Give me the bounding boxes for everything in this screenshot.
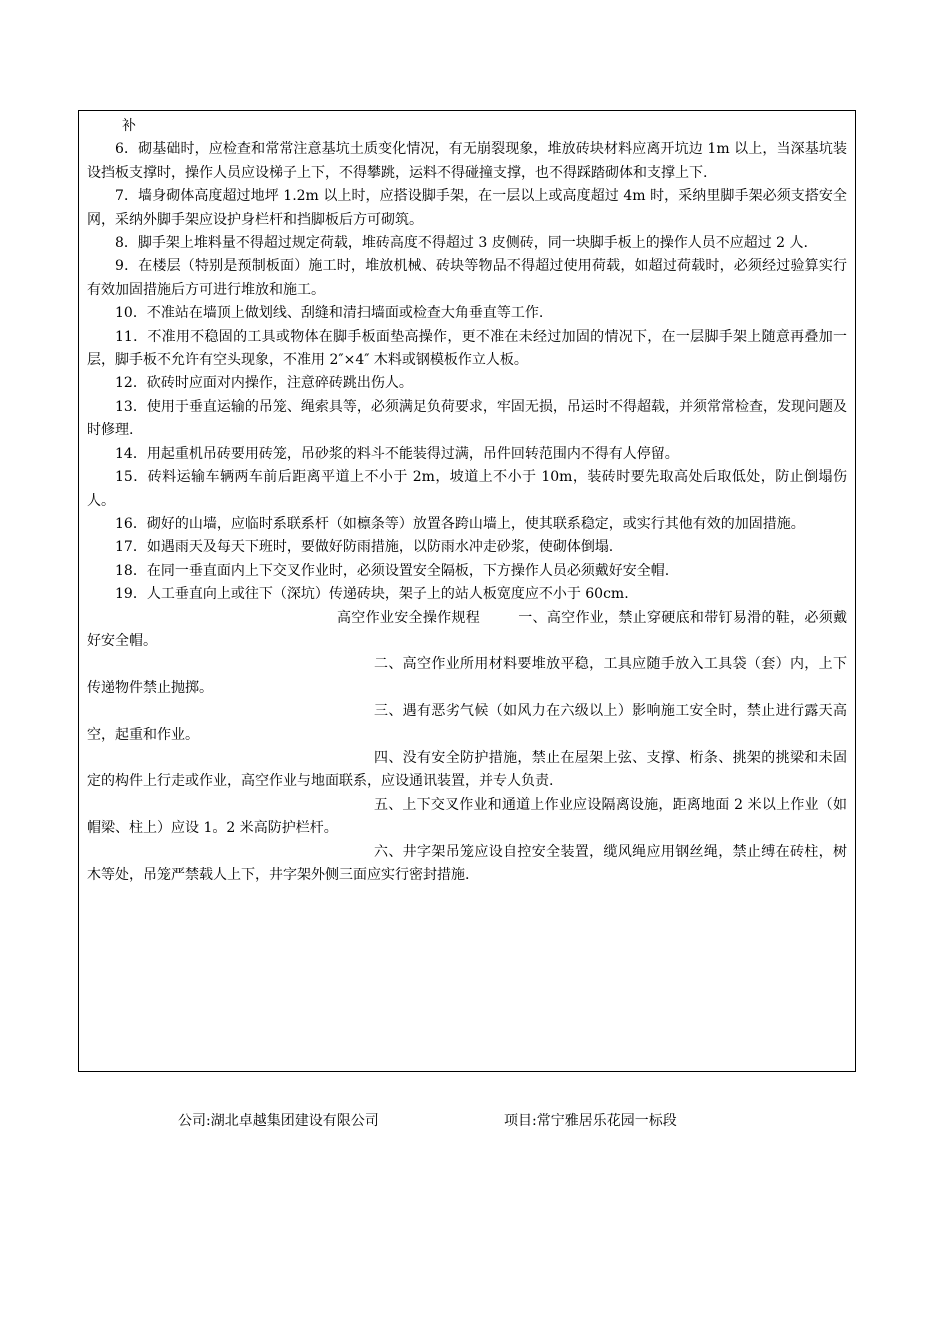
paragraph-8: 8．脚手架上堆料量不得超过规定荷载，堆砖高度不得超过 3 皮侧砖，同一块脚手板上的操作人员不应超过 2 人. bbox=[115, 235, 808, 252]
document-frame bbox=[78, 110, 856, 1072]
document-body bbox=[87, 115, 847, 887]
paragraph-18: 18．在同一垂直面内上下交叉作业时，必须设置安全隔板，下方操作人员必须戴好安全帽. bbox=[115, 562, 670, 579]
paragraph-continuation: 补 bbox=[122, 118, 136, 134]
rule-5: 五、上下交叉作业和通道上作业应设隔离设施，距离地面 2 米以上作业（如帽梁、柱上）应设 1。2 米高防护栏杆。 bbox=[87, 796, 847, 837]
paragraph-7: 7．墙身砌体高度超过地坪 1.2m 以上时，应搭设脚手架，在一层以上或高度超过 4m 时，采纳里脚手架必须支搭安全网，采纳外脚手架应设护身栏杆和挡脚板后方可砌筑。 bbox=[87, 188, 847, 228]
paragraph-14: 14．用起重机吊砖要用砖笼，吊砂浆的料斗不能装得过满，吊件回转范围内不得有人停留。 bbox=[115, 445, 679, 462]
paragraph-11: 11．不准用不稳固的工具或物体在脚手板面垫高操作，更不准在未经过加固的情况下，在一层脚手架上随意再叠加一层，脚手板不允许有空头现象，不准用 2″×4″ 木料或钢模板作立人板。 bbox=[87, 328, 847, 369]
paragraph-10: 10．不准站在墙顶上做划线、刮缝和清扫墙面或检查大角垂直等工作. bbox=[115, 305, 544, 322]
paragraph-6: 6．砌基础时，应检查和常常注意基坑土质变化情况，有无崩裂现象，堆放砖块材料应离开坑边 1m 以上，当深基坑装设挡板支撑时，操作人员应设梯子上下，不得攀跳，运料不得碰撞支撑，也不得踩踏砌体和支撑上下. bbox=[87, 141, 847, 181]
footer-project: 项目:常宁雅居乐花园一标段 bbox=[504, 1113, 677, 1129]
paragraph-19: 19．人工垂直向上或往下（深坑）传递砖块，架子上的站人板宽度应不小于 60cm. bbox=[115, 586, 629, 603]
rules-title-paragraph bbox=[87, 607, 847, 654]
rule-4: 四、没有安全防护措施，禁止在屋架上弦、支撑、桁条、挑架的挑梁和未固定的构件上行走或作业，高空作业与地面联系，应设通讯装置，并专人负责. bbox=[87, 749, 847, 790]
paragraph-15: 15．砖料运输车辆两车前后距离平道上不小于 2m，坡道上不小于 10m，装砖时要先取高处后取低处，防止倒塌伤人。 bbox=[87, 469, 847, 509]
rule-6: 六、井字架吊笼应设自控安全装置，缆风绳应用钢丝绳，禁止缚在砖柱，树木等处，吊笼严禁载人上下，井字架外侧三面应实行密封措施. bbox=[87, 843, 847, 883]
rule-1: 一、高空作业，禁止穿硬底和带钉易滑的鞋，必须戴好安全帽。 bbox=[87, 609, 848, 649]
paragraph-12: 12．砍砖时应面对内操作，注意碎砖跳出伤人。 bbox=[115, 375, 413, 392]
paragraph-9: 9．在楼层（特别是预制板面）施工时，堆放机械、砖块等物品不得超过使用荷载，如超过荷载时，必须经过验算实行有效加固措施后方可进行堆放和施工。 bbox=[87, 258, 847, 298]
rules-title: 高空作业安全操作规程 bbox=[337, 609, 481, 626]
paragraph-16: 16．砌好的山墙，应临时系联系杆（如檩条等）放置各跨山墙上，使其联系稳定，或实行其他有效的加固措施。 bbox=[115, 515, 805, 532]
paragraph-13: 13．使用于垂直运输的吊笼、绳索具等，必须满足负荷要求，牢固无损，吊运时不得超载，并须常常检查，发现问题及时修理. bbox=[87, 398, 847, 439]
rule-3: 三、遇有恶劣气候（如风力在六级以上）影响施工安全时，禁止进行露天高空，起重和作业。 bbox=[87, 703, 847, 743]
rule-2: 二、高空作业所用材料要堆放平稳，工具应随手放入工具袋（套）内，上下传递物件禁止抛掷。 bbox=[87, 656, 847, 696]
paragraph-17: 17．如遇雨天及每天下班时，要做好防雨措施，以防雨水冲走砂浆，使砌体倒塌. bbox=[115, 539, 614, 556]
footer-company: 公司:湖北卓越集团建设有限公司 bbox=[178, 1113, 379, 1129]
